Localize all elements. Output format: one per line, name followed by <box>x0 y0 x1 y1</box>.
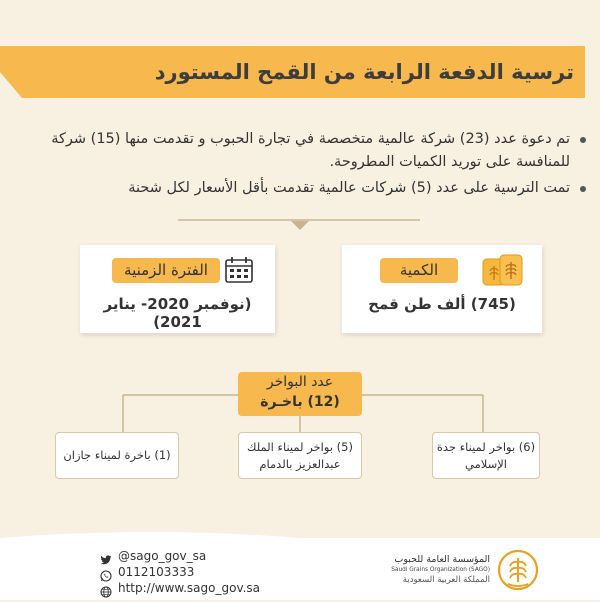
twitter-icon[interactable] <box>100 551 112 563</box>
ship-destination-text: (5) بواخر لميناء الملك عبدالعزيز بالدمام <box>247 439 353 471</box>
period-label: الفترة الزمنية <box>112 258 220 283</box>
ship-destination-text: (1) باخرة لميناء جازان <box>63 448 171 462</box>
footer-wave <box>0 530 600 544</box>
quantity-value: (745) ألف طن قمح <box>368 295 516 313</box>
twitter-handle[interactable]: @sago_gov_sa <box>118 549 207 563</box>
ship-destination-text: (6) بواخر لميناء جدة الإسلامي <box>436 439 536 471</box>
phone-number[interactable]: 0112103333 <box>118 565 195 579</box>
whatsapp-icon[interactable] <box>100 567 112 579</box>
calendar-icon <box>224 256 254 284</box>
quantity-label: الكمية <box>380 258 458 283</box>
ship-destination-dammam <box>238 432 362 479</box>
logo-name-ar: المؤسسة العامة للحبوب <box>394 554 490 565</box>
website-link[interactable]: http://www.sago_gov.sa <box>118 581 261 595</box>
period-value: (نوفمبر 2020- يناير 2021) <box>103 295 252 331</box>
bullet-text: تم دعوة عدد (23) شركة عالمية متخصصة في تجارة الحبوب و تقدمت منها (15) شركة للمنافسة على توريد الكميات المطروحة. <box>51 131 570 170</box>
ships-total-value: (12) باخـرة <box>260 394 340 410</box>
ship-destination-jeddah <box>432 432 540 479</box>
logo-country-ar: المملكة العربية السعودية <box>402 575 490 585</box>
sago-logo-icon <box>496 548 540 592</box>
page-title: ترسية الدفعة الرابعة من القمح المستورد <box>154 60 574 84</box>
wheat-bags-icon <box>480 252 526 288</box>
ships-total-label: عدد البواخر <box>266 374 334 390</box>
ship-destination-jazan <box>55 432 179 479</box>
bullet-text: تمت الترسية على عدد (5) شركات عالمية تقدمت بأقل الأسعار لكل شحنة <box>128 180 570 196</box>
globe-icon[interactable] <box>100 583 112 595</box>
logo-name-en: Saudi Grains Organization (SAGO) <box>391 567 490 573</box>
